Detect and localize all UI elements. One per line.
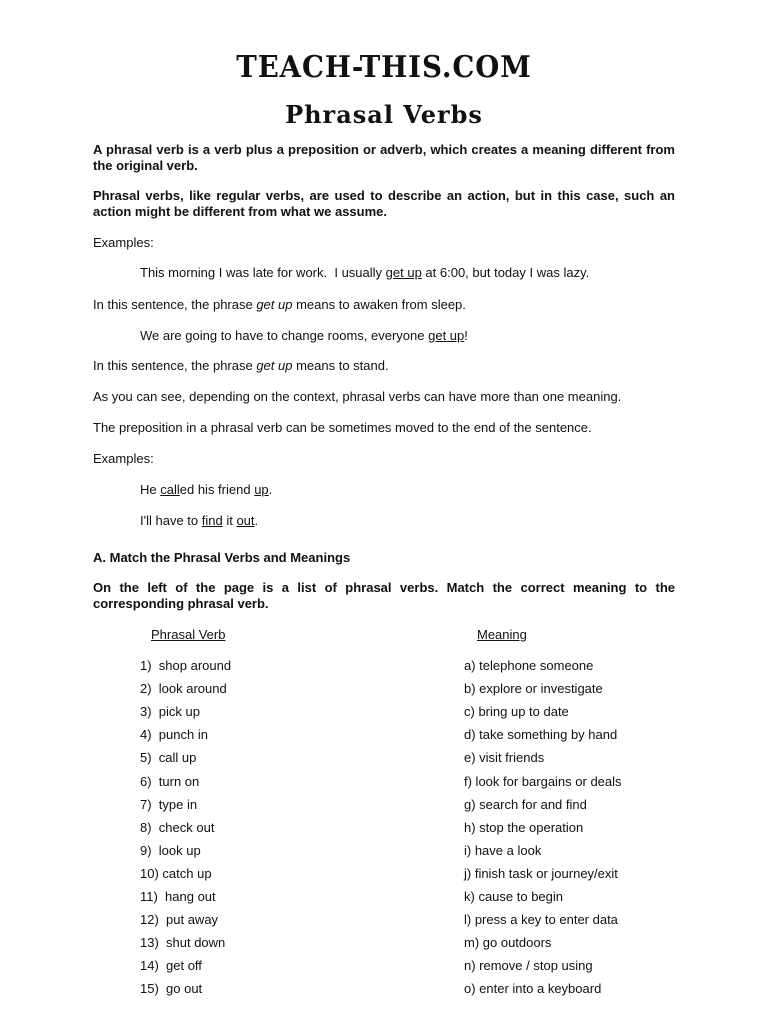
page-title: Phrasal Verbs: [285, 100, 483, 129]
column-header-meaning: Meaning: [477, 627, 527, 642]
text: In this sentence, the phrase: [93, 297, 257, 312]
phrasal-verb-item: 10) catch up: [140, 865, 212, 881]
text: ed his friend: [179, 482, 255, 497]
underlined-part: find: [201, 513, 223, 528]
text: I'll have to: [140, 513, 202, 528]
meaning-item: n) remove / stop using: [464, 958, 593, 974]
examples-label-2: Examples:: [93, 451, 154, 466]
context-note: As you can see, depending on the context, phrasal verbs can have more than one meaning.: [93, 389, 622, 404]
meaning-item: a) telephone someone: [464, 658, 594, 673]
examples-label: Examples:: [93, 235, 154, 250]
example-note-2: [93, 358, 389, 373]
underlined-part: out: [236, 513, 255, 528]
text: means to stand.: [292, 358, 389, 373]
underlined-phrase: get up: [428, 328, 465, 343]
meaning-item: o) enter into a keyboard: [464, 981, 602, 997]
text: at 6:00, but today I was lazy.: [421, 265, 590, 280]
text: In this sentence, the phrase: [93, 358, 257, 373]
meaning-item: i) have a look: [464, 842, 542, 858]
italic-phrase: get up: [256, 297, 293, 312]
intro-paragraph-2: Phrasal verbs, like regular verbs, are used to describe an action, but in this case, such an action might be different from what we assume.: [93, 188, 675, 219]
meaning-item: l) press a key to enter data: [464, 912, 618, 928]
text: We are going to have to change rooms, everyone: [140, 328, 429, 343]
underlined-part: call: [160, 482, 180, 497]
meaning-item: h) stop the operation: [464, 819, 584, 835]
phrasal-verb-item: 3) pick up: [140, 704, 200, 720]
example-sentence-2: [140, 328, 468, 343]
meaning-item: m) go outdoors: [464, 935, 552, 951]
phrasal-verb-item: 15) go out: [140, 981, 203, 997]
italic-phrase: get up: [256, 358, 293, 373]
phrasal-verb-item: 11) hang out: [140, 889, 216, 904]
text: .: [268, 482, 273, 497]
section-a-heading: A. Match the Phrasal Verbs and Meanings: [93, 550, 351, 565]
text: This morning I was late for work. I usually: [140, 265, 386, 280]
meaning-item: c) bring up to date: [464, 704, 569, 720]
phrasal-verb-item: 6) turn on: [140, 773, 200, 789]
meaning-item: e) visit friends: [464, 750, 545, 766]
text: means to awaken from sleep.: [292, 297, 466, 312]
section-a-instructions: On the left of the page is a list of phrasal verbs. Match the correct meaning to the corresponding phrasal verb.: [93, 580, 675, 611]
text: !: [464, 328, 468, 343]
underlined-phrase: get up: [385, 265, 422, 280]
example-note-1: [93, 297, 466, 312]
phrasal-verb-item: 7) type in: [140, 796, 198, 812]
example-sentence-3: [140, 482, 272, 497]
preposition-note: The preposition in a phrasal verb can be sometimes moved to the end of the sentence.: [93, 420, 592, 435]
phrasal-verb-item: 5) call up: [140, 750, 197, 766]
example-sentence-1: [140, 265, 589, 280]
text: He: [140, 482, 161, 497]
meaning-item: d) take something by hand: [464, 727, 618, 743]
phrasal-verb-item: 13) shut down: [140, 935, 226, 951]
column-header-verb: Phrasal Verb: [151, 627, 226, 642]
phrasal-verb-item: 9) look up: [140, 842, 201, 858]
underlined-part: up: [254, 482, 269, 497]
phrasal-verb-item: 12) put away: [140, 912, 219, 928]
meaning-item: j) finish task or journey/exit: [464, 865, 618, 881]
meaning-item: g) search for and find: [464, 796, 587, 812]
phrasal-verb-item: 14) get off: [140, 958, 202, 974]
meaning-item: b) explore or investigate: [464, 681, 603, 697]
meaning-item: k) cause to begin: [464, 889, 564, 904]
text: .: [254, 513, 259, 528]
phrasal-verb-item: 2) look around: [140, 681, 227, 697]
phrasal-verb-item: 1) shop around: [140, 658, 232, 673]
phrasal-verb-item: 8) check out: [140, 819, 215, 835]
site-logo: TEACH-THIS.COM: [236, 50, 532, 85]
example-sentence-4: [140, 513, 258, 528]
meaning-item: f) look for bargains or deals: [464, 773, 622, 789]
intro-paragraph-1: A phrasal verb is a verb plus a preposition or adverb, which creates a meaning different from the original verb.: [93, 142, 675, 173]
phrasal-verb-item: 4) punch in: [140, 727, 208, 743]
text: it: [222, 513, 237, 528]
